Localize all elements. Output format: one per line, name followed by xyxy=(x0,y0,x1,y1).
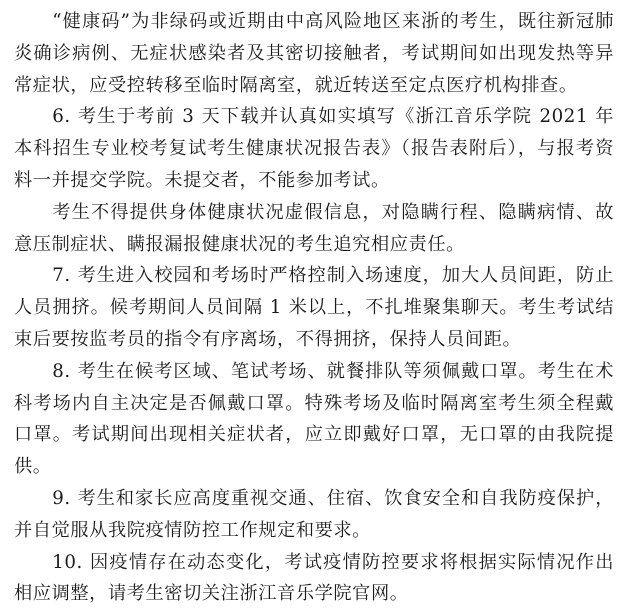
paragraph-item-9: 9. 考生和家长应高度重视交通、住宿、饮食安全和自我防疫保护，并自觉服从我院疫情防控工作规定和要求。 xyxy=(14,487,614,541)
paragraph-health-code: “健康码”为非绿码或近期由中高风险地区来浙的考生，既往新冠肺炎确诊病例、无症状感染者及其密切接触者，考试期间如出现发热等异常症状，应受控转移至临时隔离室，就近转送至定点医疗机构排查。 xyxy=(14,11,614,96)
paragraph-item-10: 10. 因疫情存在动态变化，考试疫情防控要求将根据实际情况作出相应调整，请考生密切关注浙江音乐学院官网。 xyxy=(14,551,614,605)
paragraph-false-info: 考生不得提供身体健康状况虚假信息，对隐瞒行程、隐瞒病情、故意压制症状、瞒报漏报健康状况的考生追究相应责任。 xyxy=(14,201,614,255)
document-body xyxy=(14,6,614,610)
paragraph-item-6: 6. 考生于考前 3 天下载并认真如实填写《浙江音乐学院 2021 年本科招生专业校考复试考生健康状况报告表》（报告表附后），与报考资料一并提交学院。未提交者，不能参加考试。 xyxy=(14,106,614,191)
paragraph-item-7: 7. 考生进入校园和考场时严格控制入场速度，加大人员间距，防止人员拥挤。候考期间人员间隔 1 米以上，不扎堆聚集聊天。考生考试结束后要按监考员的指令有序离场，不得拥挤，保持人员间距。 xyxy=(14,265,614,350)
paragraph-item-8: 8. 考生在候考区域、笔试考场、就餐排队等须佩戴口罩。考生在术科考场内自主决定是否佩戴口罩。特殊考场及临时隔离室考生须全程戴口罩。考试期间出现相关症状者，应立即戴好口罩，无口罩的由我院提供。 xyxy=(14,360,614,478)
